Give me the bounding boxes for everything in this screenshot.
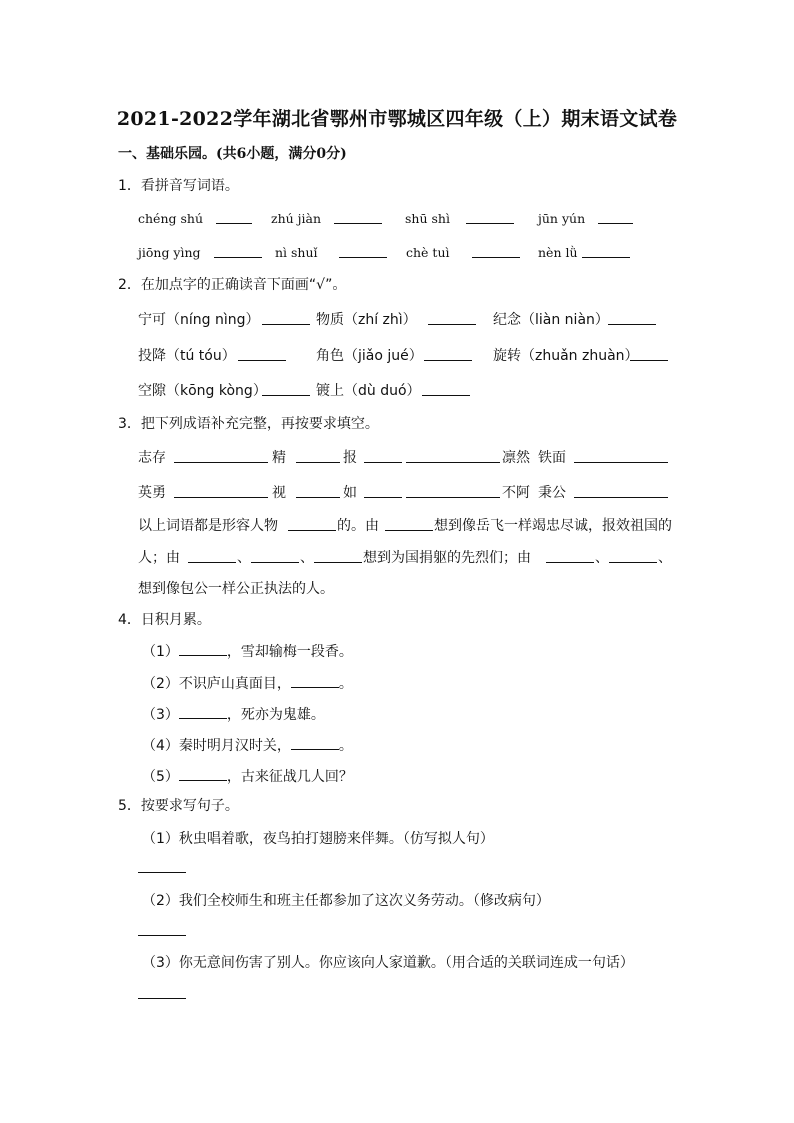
- answer-blank[interactable]: [385, 517, 433, 531]
- idiom-part: 凛然: [502, 450, 530, 466]
- reading-item: 投降（tú tóu）: [138, 348, 236, 364]
- answer-line: [138, 922, 186, 941]
- idiom-part: 秉公: [538, 485, 566, 501]
- fill-text: 以上词语都是形容人物: [138, 518, 278, 534]
- answer-blank[interactable]: [422, 382, 470, 396]
- idiom-part: 铁面: [538, 450, 566, 466]
- poem-item: [142, 674, 353, 693]
- poem-text: 秦时明月汉时关，: [178, 738, 291, 754]
- separator: 、: [658, 550, 672, 566]
- idiom-part: 英勇: [138, 485, 166, 501]
- pinyin-item: chè tuì: [406, 245, 450, 260]
- question-5-label: 5．按要求写句子。: [118, 798, 239, 814]
- answer-blank[interactable]: [174, 484, 268, 498]
- answer-blank[interactable]: [364, 484, 402, 498]
- question-2-label: 2．在加点字的正确读音下面画“√”。: [118, 277, 347, 293]
- idiom-part: 精: [272, 450, 286, 466]
- item-number: （4）: [142, 738, 179, 754]
- reading-item: 旋转（zhuǎn zhuàn）: [493, 348, 639, 364]
- answer-line: [138, 985, 186, 1004]
- fill-text: 想到像岳飞一样竭忠尽诚，报效祖国的: [434, 518, 672, 534]
- answer-blank[interactable]: [179, 705, 227, 719]
- poem-item: [142, 736, 353, 755]
- answer-blank[interactable]: [251, 549, 299, 563]
- idiom-part: 志存: [138, 450, 166, 466]
- separator: 、: [237, 550, 251, 566]
- answer-line: [138, 859, 186, 878]
- pinyin-item: nèn lǜ: [538, 245, 578, 260]
- item-number: （2）: [142, 676, 179, 692]
- item-number: （1）: [142, 644, 179, 660]
- answer-blank[interactable]: [609, 549, 657, 563]
- answer-blank[interactable]: [630, 347, 668, 361]
- answer-blank[interactable]: [179, 767, 227, 781]
- poem-text: ，雪却输梅一段香。: [226, 644, 353, 660]
- answer-blank[interactable]: [291, 674, 339, 688]
- reading-item: 纪念（liàn niàn）: [493, 312, 609, 328]
- answer-blank[interactable]: [472, 244, 520, 258]
- reading-item: 镀上（dù duó）: [316, 383, 421, 399]
- answer-blank[interactable]: [608, 311, 656, 325]
- answer-blank[interactable]: [406, 484, 500, 498]
- item-number: （3）: [142, 707, 179, 723]
- sentence-task: （2）我们全校师生和班主任都参加了这次义务劳动。（修改病句）: [142, 893, 550, 909]
- question-1-label: 1．看拼音写词语。: [118, 178, 239, 194]
- sentence-task: （1）秋虫唱着歌，夜鸟拍打翅膀来伴舞。（仿写拟人句）: [142, 831, 494, 847]
- poem-item: [142, 767, 353, 786]
- answer-blank[interactable]: [138, 859, 186, 873]
- answer-blank[interactable]: [546, 549, 594, 563]
- idiom-part: 不阿: [502, 485, 530, 501]
- item-number: （5）: [142, 769, 179, 785]
- answer-blank[interactable]: [574, 449, 668, 463]
- pinyin-item: jiōng yìng: [138, 245, 201, 260]
- fill-text: 人；由: [138, 550, 180, 566]
- poem-item: [142, 705, 325, 724]
- idiom-part: 视: [272, 485, 286, 501]
- pinyin-item: shū shì: [405, 211, 450, 226]
- separator: 、: [300, 550, 314, 566]
- reading-item: 角色（jiǎo jué）: [316, 348, 423, 364]
- poem-text: 。: [338, 738, 353, 754]
- answer-blank[interactable]: [174, 449, 268, 463]
- answer-blank[interactable]: [364, 449, 402, 463]
- poem-text: ，古来征战几人回？: [226, 769, 353, 785]
- answer-blank[interactable]: [216, 210, 252, 224]
- answer-blank[interactable]: [339, 244, 387, 258]
- answer-blank[interactable]: [582, 244, 630, 258]
- answer-blank[interactable]: [262, 311, 310, 325]
- reading-item: 宁可（níng nìng）: [138, 312, 260, 328]
- answer-blank[interactable]: [296, 449, 340, 463]
- answer-blank[interactable]: [598, 210, 633, 224]
- poem-text: ，死亦为鬼雄。: [226, 707, 325, 723]
- pinyin-item: jūn yún: [538, 211, 586, 226]
- fill-text: 想到为国捐躯的先烈们；由: [363, 550, 531, 566]
- pinyin-item: zhú jiàn: [271, 211, 322, 226]
- answer-blank[interactable]: [214, 244, 262, 258]
- poem-text: 。: [338, 676, 353, 692]
- answer-blank[interactable]: [291, 736, 339, 750]
- question-3-label: 3．把下列成语补充完整，再按要求填空。: [118, 416, 379, 432]
- exam-title: 2021-2022学年湖北省鄂州市鄂城区四年级（上）期末语文试卷: [116, 108, 678, 130]
- pinyin-item: nì shuǐ: [275, 245, 318, 260]
- question-4-label: 4．日积月累。: [118, 612, 211, 628]
- answer-blank[interactable]: [288, 517, 336, 531]
- answer-blank[interactable]: [188, 549, 236, 563]
- answer-blank[interactable]: [179, 642, 227, 656]
- answer-blank[interactable]: [138, 922, 186, 936]
- answer-blank[interactable]: [296, 484, 340, 498]
- answer-blank[interactable]: [574, 484, 668, 498]
- fill-text: 的。由: [337, 518, 379, 534]
- reading-item: 空隙（kōng kòng）: [138, 383, 267, 399]
- answer-blank[interactable]: [406, 449, 500, 463]
- sentence-task: （3）你无意间伤害了别人。你应该向人家道歉。（用合适的关联词连成一句话）: [142, 955, 634, 971]
- answer-blank[interactable]: [238, 347, 286, 361]
- poem-text: 不识庐山真面目，: [178, 676, 291, 692]
- answer-blank[interactable]: [428, 311, 476, 325]
- q3-fill-line-3: 想到像包公一样公正执法的人。: [138, 581, 334, 597]
- idiom-part: 如: [343, 485, 357, 501]
- pinyin-item: chéng shú: [138, 211, 203, 226]
- poem-item: [142, 642, 353, 661]
- answer-blank[interactable]: [334, 210, 382, 224]
- reading-item: 物质（zhí zhì）: [316, 312, 417, 328]
- section-heading: 一、基础乐园。(共6小题，满分0分): [118, 146, 347, 162]
- separator: 、: [595, 550, 609, 566]
- answer-blank[interactable]: [138, 985, 186, 999]
- idiom-part: 报: [343, 450, 357, 466]
- answer-blank[interactable]: [314, 549, 362, 563]
- answer-blank[interactable]: [424, 347, 472, 361]
- answer-blank[interactable]: [466, 210, 514, 224]
- answer-blank[interactable]: [262, 382, 310, 396]
